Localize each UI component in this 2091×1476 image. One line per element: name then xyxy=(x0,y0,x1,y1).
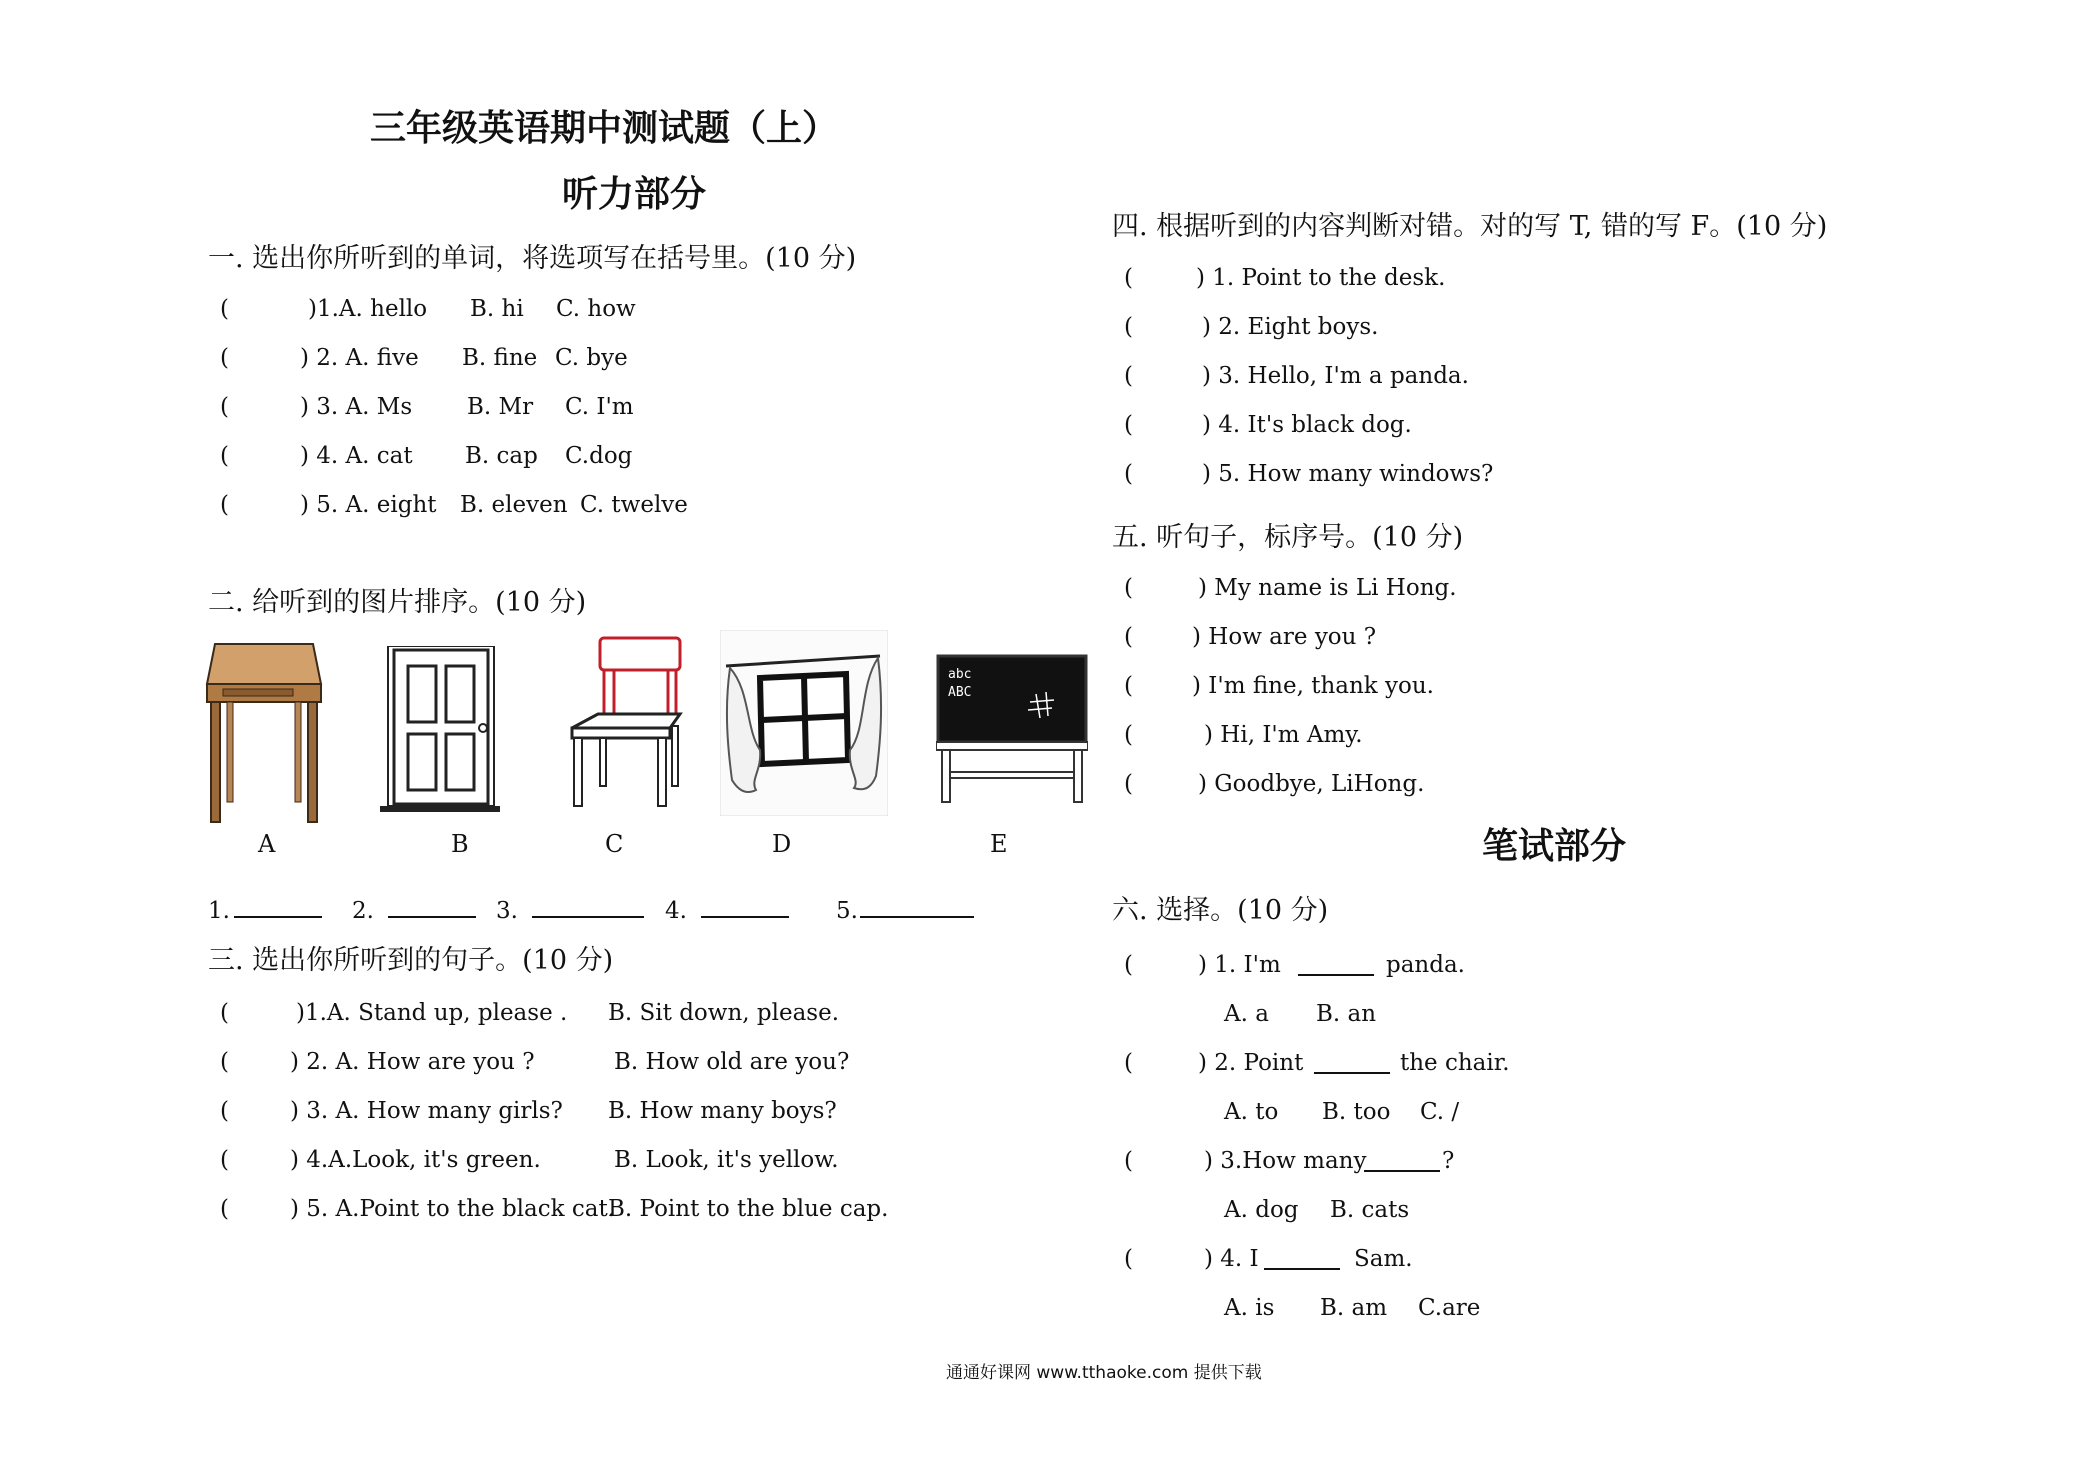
question-text: ) 3. Hello, I'm a panda. xyxy=(1202,363,1469,389)
question-text: ) 1. I'm xyxy=(1198,952,1281,978)
answer-bracket[interactable]: ( xyxy=(1124,771,1133,797)
answer-bracket[interactable]: ( xyxy=(1124,575,1133,601)
answer-bracket[interactable]: ( xyxy=(220,1196,229,1222)
chair-icon xyxy=(570,636,690,816)
answer-bracket[interactable]: ( xyxy=(1124,624,1133,650)
option: C. / xyxy=(1420,1099,1460,1125)
option-b: B. eleven xyxy=(460,492,568,518)
option-c: C. bye xyxy=(555,345,628,371)
question-text: ) 3. A. How many girls? xyxy=(290,1098,563,1124)
writing-title: 笔试部分 xyxy=(1482,826,1627,867)
option: A. dog xyxy=(1224,1197,1299,1223)
question-text: ) My name is Li Hong. xyxy=(1198,575,1457,601)
answer-bracket[interactable]: ( xyxy=(220,492,229,518)
question-text: ) Hi, I'm Amy. xyxy=(1204,722,1363,748)
option: A. a xyxy=(1224,1001,1269,1027)
option: B. an xyxy=(1316,1001,1377,1027)
answer-bracket[interactable]: ( xyxy=(220,394,229,420)
picture-label: A xyxy=(258,830,276,858)
answer-bracket[interactable]: ( xyxy=(1124,363,1133,389)
answer-bracket[interactable]: ( xyxy=(1124,412,1133,438)
picture-label: E xyxy=(990,830,1008,858)
option: C.are xyxy=(1418,1295,1481,1321)
answer-bracket[interactable]: ( xyxy=(1124,722,1133,748)
question-text: ) 3. A. Ms xyxy=(300,394,413,420)
section-4-heading: 四. 根据听到的内容判断对错。对的写 T, 错的写 F。(10 分) xyxy=(1112,211,1828,242)
question-text: ) 2. Eight boys. xyxy=(1202,314,1379,340)
answer-bracket[interactable]: ( xyxy=(1124,1050,1133,1076)
option-c: C.dog xyxy=(565,443,633,469)
answer-bracket[interactable]: ( xyxy=(220,1049,229,1075)
answer-number: 1. xyxy=(208,898,230,924)
section-6-heading: 六. 选择。(10 分) xyxy=(1112,895,1329,926)
door-icon xyxy=(380,646,500,814)
question-text: )1.A. hello xyxy=(308,296,428,322)
question-text: ) How are you ? xyxy=(1192,624,1377,650)
answer-number: 5. xyxy=(836,898,858,924)
question-text: ) 2. A. five xyxy=(300,345,419,371)
question-blank[interactable] xyxy=(1364,1148,1440,1172)
option-c: C. twelve xyxy=(580,492,688,518)
question-text: ) 2. Point xyxy=(1198,1050,1304,1076)
question-text: ) I'm fine, thank you. xyxy=(1192,673,1434,699)
question-text: ) 5. A. eight xyxy=(300,492,437,518)
picture-label: B xyxy=(451,830,469,858)
section-1-heading: 一. 选出你所听到的单词，将选项写在括号里。(10 分) xyxy=(208,243,857,274)
answer-bracket[interactable]: ( xyxy=(1124,461,1133,487)
answer-bracket[interactable]: ( xyxy=(220,345,229,371)
option-b: B. Point to the blue cap. xyxy=(608,1196,889,1222)
section-5-heading: 五. 听句子，标序号。(10 分) xyxy=(1112,522,1464,553)
option: B. am xyxy=(1320,1295,1388,1321)
question-text: ) Goodbye, LiHong. xyxy=(1198,771,1425,797)
question-text: ) 4.A.Look, it's green. xyxy=(290,1147,541,1173)
picture-label: C xyxy=(605,830,624,858)
page-title: 三年级英语期中测试题（上） xyxy=(370,108,839,149)
answer-bracket[interactable]: ( xyxy=(1124,673,1133,699)
question-text-end: Sam. xyxy=(1354,1246,1413,1272)
option-b: B. hi xyxy=(470,296,524,322)
option: B. cats xyxy=(1330,1197,1410,1223)
question-blank[interactable] xyxy=(1314,1050,1390,1074)
question-text: ) 4. I xyxy=(1204,1246,1259,1272)
answer-bracket[interactable]: ( xyxy=(1124,1246,1133,1272)
answer-number: 2. xyxy=(352,898,374,924)
question-blank[interactable] xyxy=(1298,952,1374,976)
option-b: B. fine xyxy=(462,345,538,371)
option: B. too xyxy=(1322,1099,1391,1125)
answer-blank[interactable] xyxy=(388,894,476,918)
question-text: )1.A. Stand up, please . xyxy=(296,1000,568,1026)
question-blank[interactable] xyxy=(1264,1246,1340,1270)
footer-text: 通通好课网 www.tthaoke.com 提供下载 xyxy=(946,1363,1262,1383)
blackboard-text: ABC xyxy=(948,685,972,700)
question-text: ) 2. A. How are you ? xyxy=(290,1049,535,1075)
answer-bracket[interactable]: ( xyxy=(1124,952,1133,978)
option: A. to xyxy=(1224,1099,1279,1125)
question-text: ) 4. It's black dog. xyxy=(1202,412,1412,438)
question-text-end: the chair. xyxy=(1400,1050,1510,1076)
listening-title: 听力部分 xyxy=(562,174,707,215)
question-text: ) 1. Point to the desk. xyxy=(1196,265,1446,291)
answer-bracket[interactable]: ( xyxy=(220,443,229,469)
answer-bracket[interactable]: ( xyxy=(220,1147,229,1173)
answer-bracket[interactable]: ( xyxy=(1124,265,1133,291)
answer-number: 3. xyxy=(496,898,518,924)
blackboard-text: abc xyxy=(948,667,972,682)
answer-bracket[interactable]: ( xyxy=(220,1000,229,1026)
option: A. is xyxy=(1224,1295,1275,1321)
window-icon xyxy=(720,630,888,816)
question-text: ) 5. How many windows? xyxy=(1202,461,1494,487)
option-b: B. Sit down, please. xyxy=(608,1000,840,1026)
option-b: B. cap xyxy=(465,443,538,469)
blackboard-icon xyxy=(936,654,1088,804)
section-3-heading: 三. 选出你所听到的句子。(10 分) xyxy=(208,945,614,976)
answer-bracket[interactable]: ( xyxy=(220,1098,229,1124)
option-b: B. Look, it's yellow. xyxy=(614,1147,839,1173)
section-2-heading: 二. 给听到的图片排序。(10 分) xyxy=(208,587,587,618)
answer-bracket[interactable]: ( xyxy=(1124,314,1133,340)
answer-blank[interactable] xyxy=(234,894,322,918)
desk-icon xyxy=(205,642,323,824)
answer-bracket[interactable]: ( xyxy=(1124,1148,1133,1174)
option-b: B. How many boys? xyxy=(608,1098,837,1124)
question-text: ) 3.How many xyxy=(1204,1148,1367,1174)
option-b: B. How old are you? xyxy=(614,1049,850,1075)
question-text: ) 5. A.Point to the black cat. xyxy=(290,1196,616,1222)
answer-blank[interactable] xyxy=(701,894,789,918)
option-b: B. Mr xyxy=(467,394,534,420)
picture-label: D xyxy=(772,830,792,858)
answer-number: 4. xyxy=(665,898,687,924)
question-text-end: ? xyxy=(1442,1148,1455,1174)
option-c: C. how xyxy=(556,296,636,322)
option-c: C. I'm xyxy=(565,394,634,420)
answer-bracket[interactable]: ( xyxy=(220,296,229,322)
question-text-end: panda. xyxy=(1386,952,1465,978)
answer-blank[interactable] xyxy=(860,894,974,918)
question-text: ) 4. A. cat xyxy=(300,443,413,469)
answer-blank[interactable] xyxy=(532,894,644,918)
